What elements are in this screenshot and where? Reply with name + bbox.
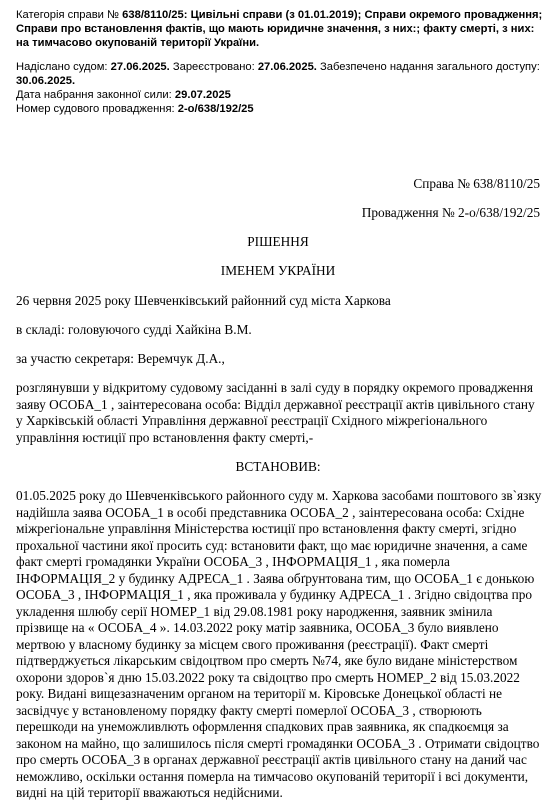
sent-date: 27.06.2025. — [110, 61, 170, 73]
access-date: 30.06.2025. — [16, 75, 76, 87]
proceeding-line — [16, 102, 544, 116]
sent-label: Надіслано судом: — [16, 61, 111, 73]
proceeding-label: Номер судового провадження: — [16, 103, 178, 115]
body-paragraph: 01.05.2025 року до Шевченківського районного суду м. Харкова засобами поштового зв`язку надійшла заява ОСОБА_1 в особі представника ОСОБА_2 , заінтересована особа: Східне міжрегіональне управління Міністерства юстиції про встановлення факту смерті, згідно прохальної частини якої просить суд: встановити факт, що має юридичне значення, а саме факт смерті громадянки України ОСОБА_3 , ІНФОРМАЦІЯ_1 , яка померла ІНФОРМАЦІЯ_2 у будинку АДРЕСА_1 . Заява обґрунтована тим, що ОСОБА_1 є донькою ОСОБА_3 , ІНФОРМАЦІЯ_1 , яка проживала у будинку АДРЕСА_1 . Згідно свідоцтва про укладення шлюбу серії НОМЕР_1 від 29.08.1981 року народження, заявник змінила прізвище на « ОСОБА_4 ». 14.03.2022 року матір заявника, ОСОБА_3 було виявлено мертвою у власному будинку за місцем свого проживання (реєстрації). Факт смерті підтверджується лікарським свідоцтвом про смерть №74, яке було видане міністерством охорони здоров`я дню 15.03.2022 року та свідоцтво про смерть НОМЕР_2 від 15.03.2022 року. Видані вищезазначеним органом на території м. Кіровське Донецької області не засвідчує у встановленому порядку факту смерті померлої ОСОБА_3 , створюють перешкоди на унеможливлють оформлення спадкових прав заявника, як спадкоємця за законом на майно, що залишилось після смерті громадянки ОСОБА_3 . Отримати свідоцтво про смерть ОСОБА_3 в органах державної реєстрації актів цивільного стану на даний час неможливо, оскільки остання померла на тимчасово окупованій території і всі документи, видні на цій території вважаються недійсними. — [16, 488, 542, 800]
effective-date-line — [16, 88, 544, 102]
proceeding-number: 2-о/638/192/25 — [177, 103, 254, 115]
considered-paragraph: розглянувши у відкритому судовому засіданні в залі суду в порядку окремого провадження заяву ОСОБА_1 , заінтересована особа: Відділ державної реєстрації актів цивільного стану у Харківській області Управління державної реєстрації Східного міжрегіонального управління юстиції про встановлення факту смерті,- — [16, 380, 535, 445]
proceeding-number-heading: Провадження № 2-о/638/192/25 — [361, 205, 540, 220]
registered-date: 27.06.2025. — [257, 61, 317, 73]
effective-date: 29.07.2025 — [174, 89, 231, 101]
document-subtitle: ІМЕНЕМ УКРАЇНИ — [220, 263, 336, 278]
case-category-text: Цивільні справи (з 01.01.2019); Справи окремого провадження; Справи про встановлення фактів, що мають юридичне значення, з них:; факту смерті, з них: на тимчасово окупованій території України. — [16, 9, 543, 49]
court-secretary: за участю секретаря: Веремчук Д.А., — [16, 351, 225, 366]
court-composition: в складі: головуючого судді Хайкіна В.М. — [16, 322, 252, 337]
case-category — [16, 8, 544, 50]
effective-label: Дата набрання законної сили: — [16, 89, 175, 101]
case-category-label: Категорія справи № — [16, 9, 123, 21]
established-heading: ВСТАНОВИВ: — [235, 459, 321, 474]
date-and-court: 26 червня 2025 року Шевченківський районний суд міста Харкова — [16, 293, 391, 308]
registered-label: Зареєстровано: — [169, 61, 258, 73]
case-number: Справа № 638/8110/25 — [413, 176, 540, 191]
access-label: Забезпечено надання загального доступу: — [316, 61, 540, 73]
case-category-sep: : — [183, 9, 191, 21]
case-category-number: 638/8110/25 — [122, 9, 184, 21]
document-title: РІШЕННЯ — [247, 234, 309, 249]
document-metadata — [16, 8, 544, 116]
registration-info — [16, 60, 544, 88]
